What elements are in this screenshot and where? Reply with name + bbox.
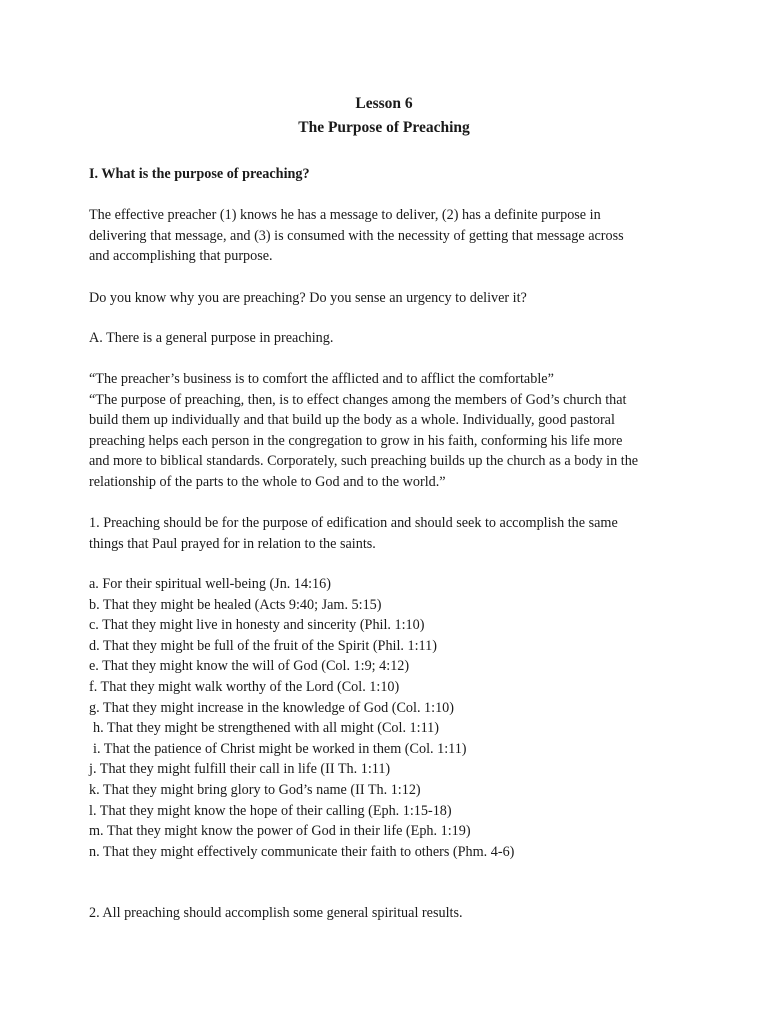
list-item: d. That they might be full of the fruit of the Spirit (Phil. 1:11) [89,637,437,654]
document-header [0,92,768,140]
quote-line: and more to biblical standards. Corporately, such preaching builds up the church as a body in the [89,453,639,470]
lesson-title: The Purpose of Preaching [298,119,470,136]
list-item: e. That they might know the will of God (Col. 1:9; 4:12) [89,658,410,675]
point-a: A. There is a general purpose in preaching. [89,330,334,346]
point-1-line: things that Paul prayed for in relation to the saints. [89,535,376,552]
list-item: f. That they might walk worthy of the Lord (Col. 1:10) [89,678,400,695]
list-item: c. That they might live in honesty and sincerity (Phil. 1:10) [89,617,425,634]
list-item: b. That they might be healed (Acts 9:40; Jam. 5:15) [89,596,382,613]
intro-paragraph [89,205,689,267]
lesson-number: Lesson 6 [355,95,413,112]
list-item: m. That they might know the power of God in their life (Eph. 1:19) [89,823,471,840]
prayer-list [89,574,689,862]
quote-line: relationship of the parts to the whole to God and to the world.” [89,473,446,490]
list-item: k. That they might bring glory to God’s name (II Th. 1:12) [89,781,421,798]
point-2: 2. All preaching should accomplish some general spiritual results. [89,905,463,921]
question-paragraph: Do you know why you are preaching? Do you sense an urgency to deliver it? [89,290,527,306]
list-item: g. That they might increase in the knowledge of God (Col. 1:10) [89,699,454,716]
list-item: i. That the patience of Christ might be worked in them (Col. 1:11) [93,740,467,757]
quote-line: “The preacher’s business is to comfort the afflicted and to afflict the comfortable” [89,371,554,387]
intro-line: and accomplishing that purpose. [89,248,273,265]
point-1-line: 1. Preaching should be for the purpose of edification and should seek to accomplish the same [89,515,618,531]
quote-line: build them up individually and that build up the body as a whole. Individually, good pastoral [89,412,615,429]
quote-paragraph [89,369,689,493]
section-heading: I. What is the purpose of preaching? [89,166,310,182]
list-item: h. That they might be strengthened with all might (Col. 1:11) [93,720,439,737]
list-item: a. For their spiritual well-being (Jn. 14:16) [89,576,331,592]
list-item: n. That they might effectively communicate their faith to others (Phm. 4-6) [89,843,515,860]
list-item: l. That they might know the hope of their calling (Eph. 1:15-18) [89,802,452,819]
list-item: j. That they might fulfill their call in life (II Th. 1:11) [89,761,391,778]
intro-line: delivering that message, and (3) is consumed with the necessity of getting that message across [89,227,624,244]
point-1-paragraph [89,513,689,554]
intro-line: The effective preacher (1) knows he has a message to deliver, (2) has a definite purpose in [89,207,601,223]
quote-line: preaching helps each person in the congregation to grow in his faith, conforming his life more [89,432,623,449]
quote-line: “The purpose of preaching, then, is to effect changes among the members of God’s church that [89,391,627,408]
